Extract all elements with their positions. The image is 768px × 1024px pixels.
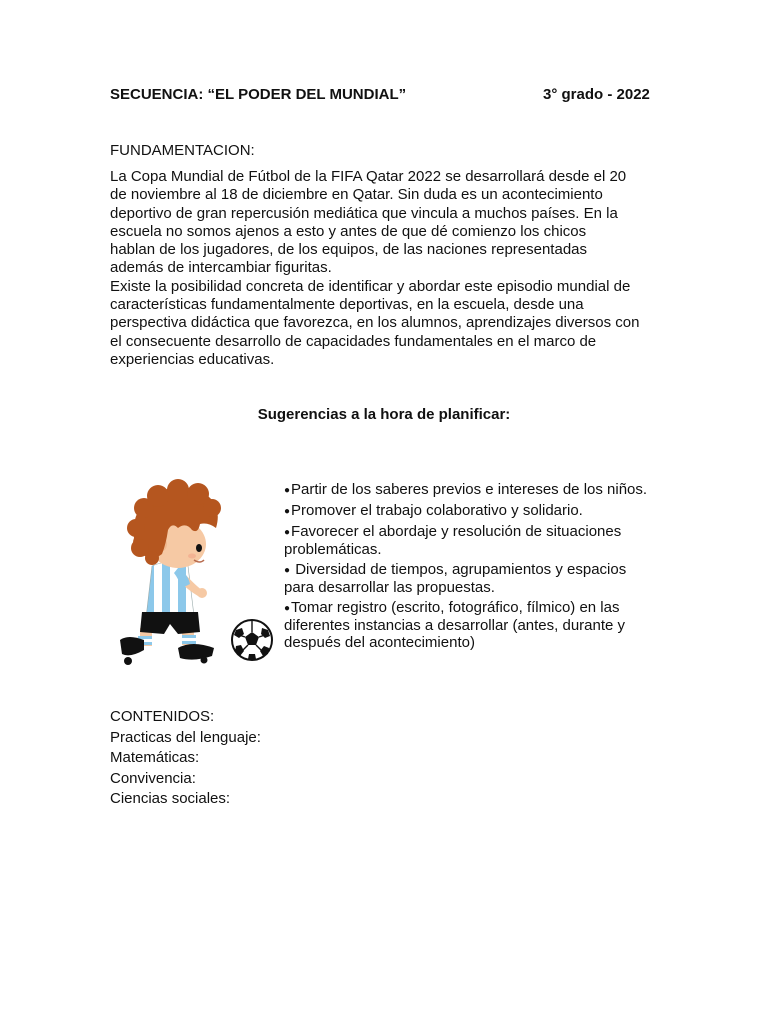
list-item bbox=[284, 599, 659, 651]
text-line: deportivo de gran repercusión mediática que vincula a muchos países. En la bbox=[110, 204, 618, 222]
text-line: el consecuente desarrollo de capacidades fundamentales en el marco de bbox=[110, 332, 597, 350]
bullet-icon: ● bbox=[284, 603, 291, 614]
soccer-ball-icon bbox=[228, 618, 276, 662]
text-line: Existe la posibilidad concreta de identificar y abordar este episodio mundial de bbox=[110, 277, 631, 295]
contenidos-section bbox=[110, 707, 261, 810]
sugerencias-heading: Sugerencias a la hora de planificar: bbox=[257, 406, 511, 423]
list-item-text: Promover el trabajo colaborativo y solidario. bbox=[291, 502, 583, 519]
contenidos-heading: CONTENIDOS: bbox=[110, 708, 215, 725]
text-line: además de intercambiar figuritas. bbox=[110, 259, 332, 277]
text-line: características fundamentalmente deportivas, en la escuela, desde una bbox=[110, 296, 584, 314]
contenidos-item: Ciencias sociales: bbox=[110, 790, 231, 807]
fundamentacion-heading: FUNDAMENTACION: bbox=[110, 142, 255, 159]
grade-year: 3° grado - 2022 bbox=[543, 86, 650, 103]
bullet-icon: ● bbox=[284, 485, 291, 496]
text-line: perspectiva didáctica que favorezca, en los alumnos, aprendizajes diversos con bbox=[110, 314, 640, 332]
text-line: hablan de los jugadores, de los equipos, de las naciones representadas bbox=[110, 241, 587, 259]
list-item-text: Favorecer el abordaje y resolución de situaciones problemáticas. bbox=[284, 523, 622, 558]
sugerencias-list bbox=[284, 481, 659, 654]
list-item-text: Diversidad de tiempos, agrupamientos y espacios para desarrollar las propuestas. bbox=[284, 561, 627, 596]
text-line: experiencias educativas. bbox=[110, 350, 275, 368]
bullet-icon: ● bbox=[284, 565, 291, 576]
text-line: escuela no somos ajenos a esto y antes de que dé comienzo los chicos bbox=[110, 222, 587, 240]
list-item bbox=[284, 502, 659, 520]
list-item bbox=[284, 523, 659, 558]
contenidos-item: Practicas del lenguaje: bbox=[110, 728, 261, 746]
list-item-text: Partir de los saberes previos e intereses de los niños. bbox=[291, 481, 648, 498]
text-line: de noviembre al 18 de diciembre en Qatar. Sin duda es un acontecimiento bbox=[110, 186, 603, 204]
bullet-icon: ● bbox=[284, 506, 291, 517]
fundamentacion-text bbox=[110, 168, 670, 369]
list-item-text: Tomar registro (escrito, fotográfico, fílmico) en las diferentes instancias a desarrollar (antes, durante y después del acontecimiento) bbox=[284, 599, 626, 651]
contenidos-item: Matemáticas: bbox=[110, 749, 200, 766]
list-item bbox=[284, 561, 659, 596]
contenidos-item: Convivencia: bbox=[110, 769, 196, 787]
bullet-icon: ● bbox=[284, 527, 291, 538]
document-title: SECUENCIA: “EL PODER DEL MUNDIAL” bbox=[110, 86, 407, 103]
text-line: La Copa Mundial de Fútbol de la FIFA Qatar 2022 se desarrollará desde el 20 bbox=[110, 168, 627, 185]
list-item bbox=[284, 481, 659, 499]
